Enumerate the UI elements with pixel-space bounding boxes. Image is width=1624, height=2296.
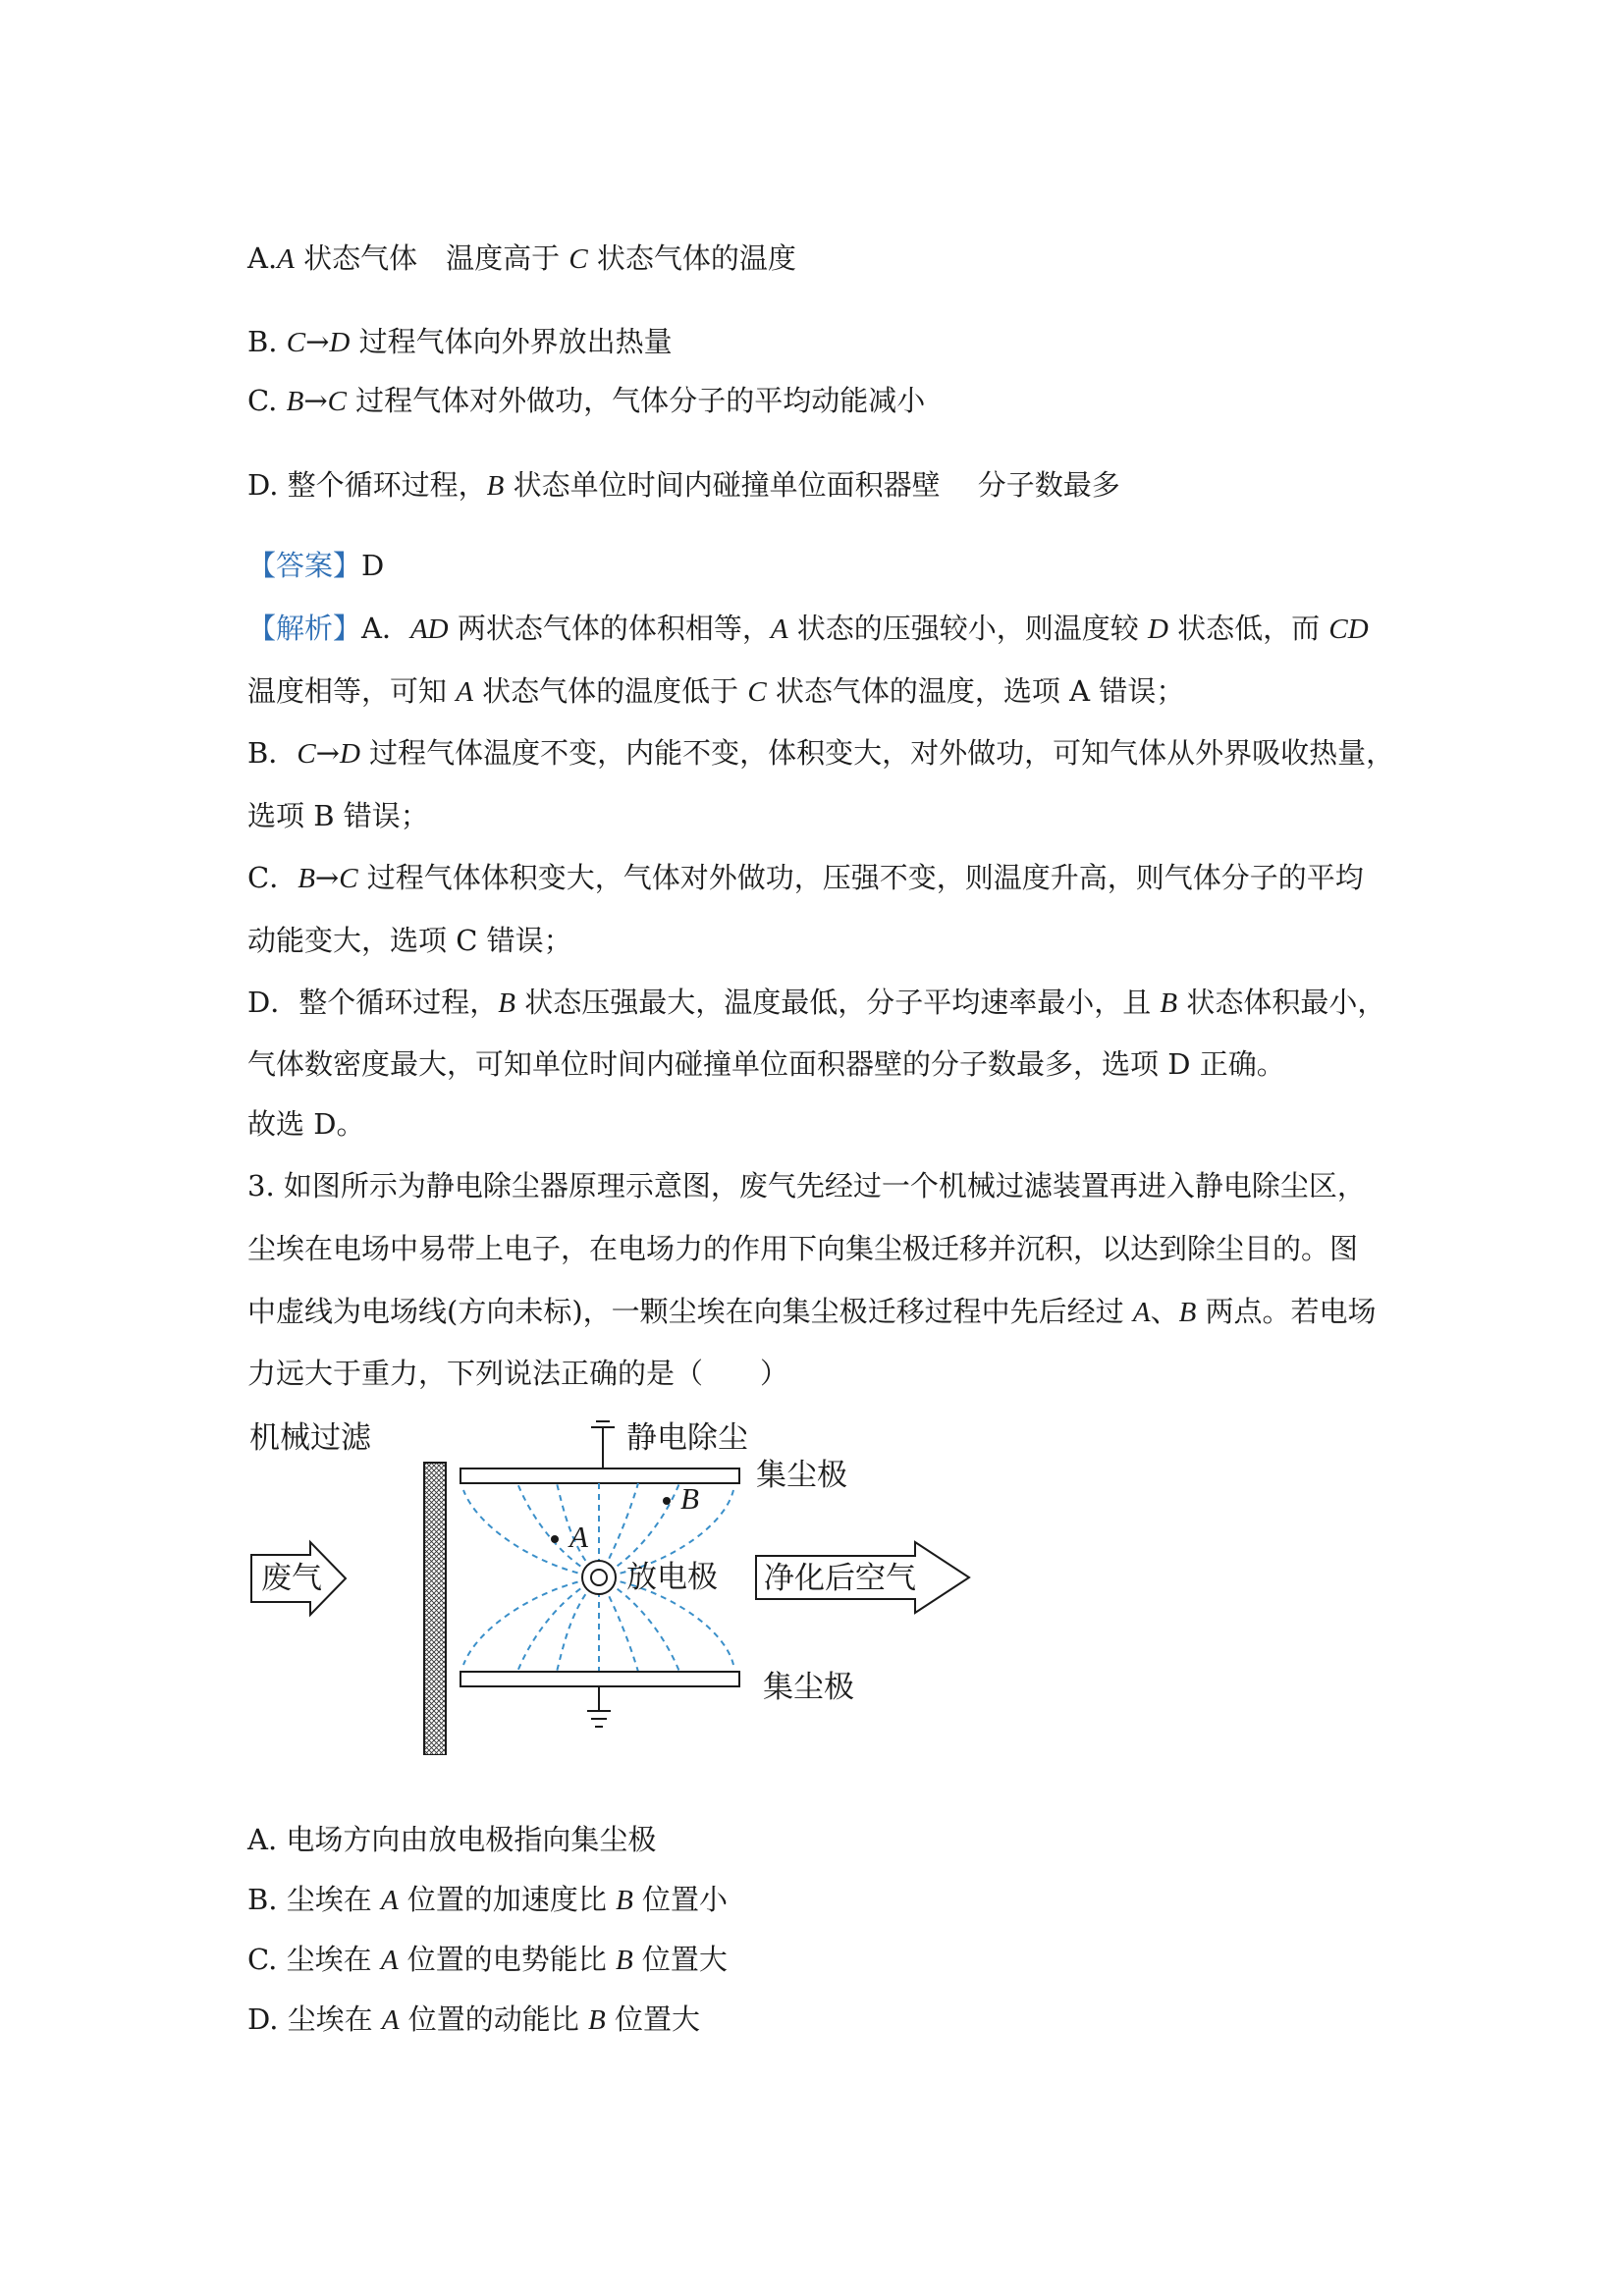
q3-option-a: A. 电场方向由放电极指向集尘极 <box>247 1823 657 1856</box>
ground-icon-top <box>591 1421 615 1468</box>
top-plate-label: 集尘极 <box>756 1458 847 1493</box>
analysis-conclusion: 故选 D。 <box>247 1107 365 1141</box>
analysis-line-1: 【解析】A．AD 两状态气体的体积相等，A 状态的压强较小，则温度较 D 状态低，而 CD <box>247 612 1369 645</box>
analysis-tag: 【解析】 <box>247 612 362 645</box>
analysis-line-2: 温度相等，可知 A 状态气体的温度低于 C 状态气体的温度，选项 A 错误； <box>247 674 1185 708</box>
electrode-label: 放电极 <box>626 1560 718 1595</box>
point-a-dot <box>551 1535 559 1543</box>
filter-label: 机械过滤 <box>249 1420 371 1456</box>
analysis-line-7: D．整个循环过程，B 状态压强最大，温度最低，分子平均速率最小，且 B 状态体积最小， <box>247 986 1386 1019</box>
mechanical-filter <box>424 1463 446 1755</box>
answer-value: D <box>361 549 385 582</box>
option-c: C. B→C 过程气体对外做功，气体分子的平均动能减小 <box>247 384 926 417</box>
option-b: B. C→D 过程气体向外界放出热量 <box>247 325 673 358</box>
ground-icon-bottom <box>587 1686 611 1727</box>
analysis-line-5: C．B→C 过程气体体积变大，气体对外做功，压强不变，则温度升高，则气体分子的平均 <box>247 861 1364 894</box>
collector-plate-bottom <box>460 1672 739 1686</box>
question-3-line-3: 中虚线为电场线(方向未标)，一颗尘埃在向集尘极迁移过程中先后经过 A、B 两点。若电场 <box>247 1295 1377 1328</box>
q3-option-c: C. 尘埃在 A 位置的电势能比 B 位置大 <box>247 1943 728 1976</box>
discharge-electrode <box>582 1561 616 1594</box>
point-b-label: B <box>680 1481 699 1516</box>
inlet-label: 废气 <box>261 1561 322 1596</box>
question-3-line-4: 力远大于重力，下列说法正确的是（ ） <box>247 1357 789 1390</box>
analysis-line-4: 选项 B 错误； <box>247 799 429 832</box>
answer-tag: 【答案】 <box>247 549 362 582</box>
bottom-plate-label: 集尘极 <box>763 1670 854 1705</box>
electrostatic-precipitator-diagram <box>247 1412 994 1755</box>
question-3-line-2: 尘埃在电场中易带上电子，在电场力的作用下向集尘极迁移并沉积，以达到除尘目的。图 <box>247 1232 1359 1265</box>
option-d: D. 整个循环过程，B 状态单位时间内碰撞单位面积器壁 分子数最多 <box>247 468 1120 502</box>
answer-line <box>247 546 384 585</box>
option-a: A.A 状态气体 温度高于 C 状态气体的温度 <box>247 241 796 275</box>
point-a-label: A <box>569 1520 588 1554</box>
point-b-dot <box>663 1497 671 1505</box>
question-3-line-1: 3. 如图所示为静电除尘器原理示意图，废气先经过一个机械过滤装置再进入静电除尘区， <box>247 1169 1366 1202</box>
q3-option-b: B. 尘埃在 A 位置的加速度比 B 位置小 <box>247 1883 729 1916</box>
outlet-label: 净化后空气 <box>764 1561 916 1596</box>
ground-label: 静电除尘 <box>626 1420 748 1456</box>
analysis-line-6: 动能变大，选项 C 错误； <box>247 924 572 957</box>
analysis-line-8: 气体数密度最大，可知单位时间内碰撞单位面积器壁的分子数最多，选项 D 正确。 <box>247 1047 1285 1081</box>
q3-option-d: D. 尘埃在 A 位置的动能比 B 位置大 <box>247 2002 700 2036</box>
analysis-line-3: B．C→D 过程气体温度不变，内能不变，体积变大，对外做功，可知气体从外界吸收热量， <box>247 736 1395 770</box>
